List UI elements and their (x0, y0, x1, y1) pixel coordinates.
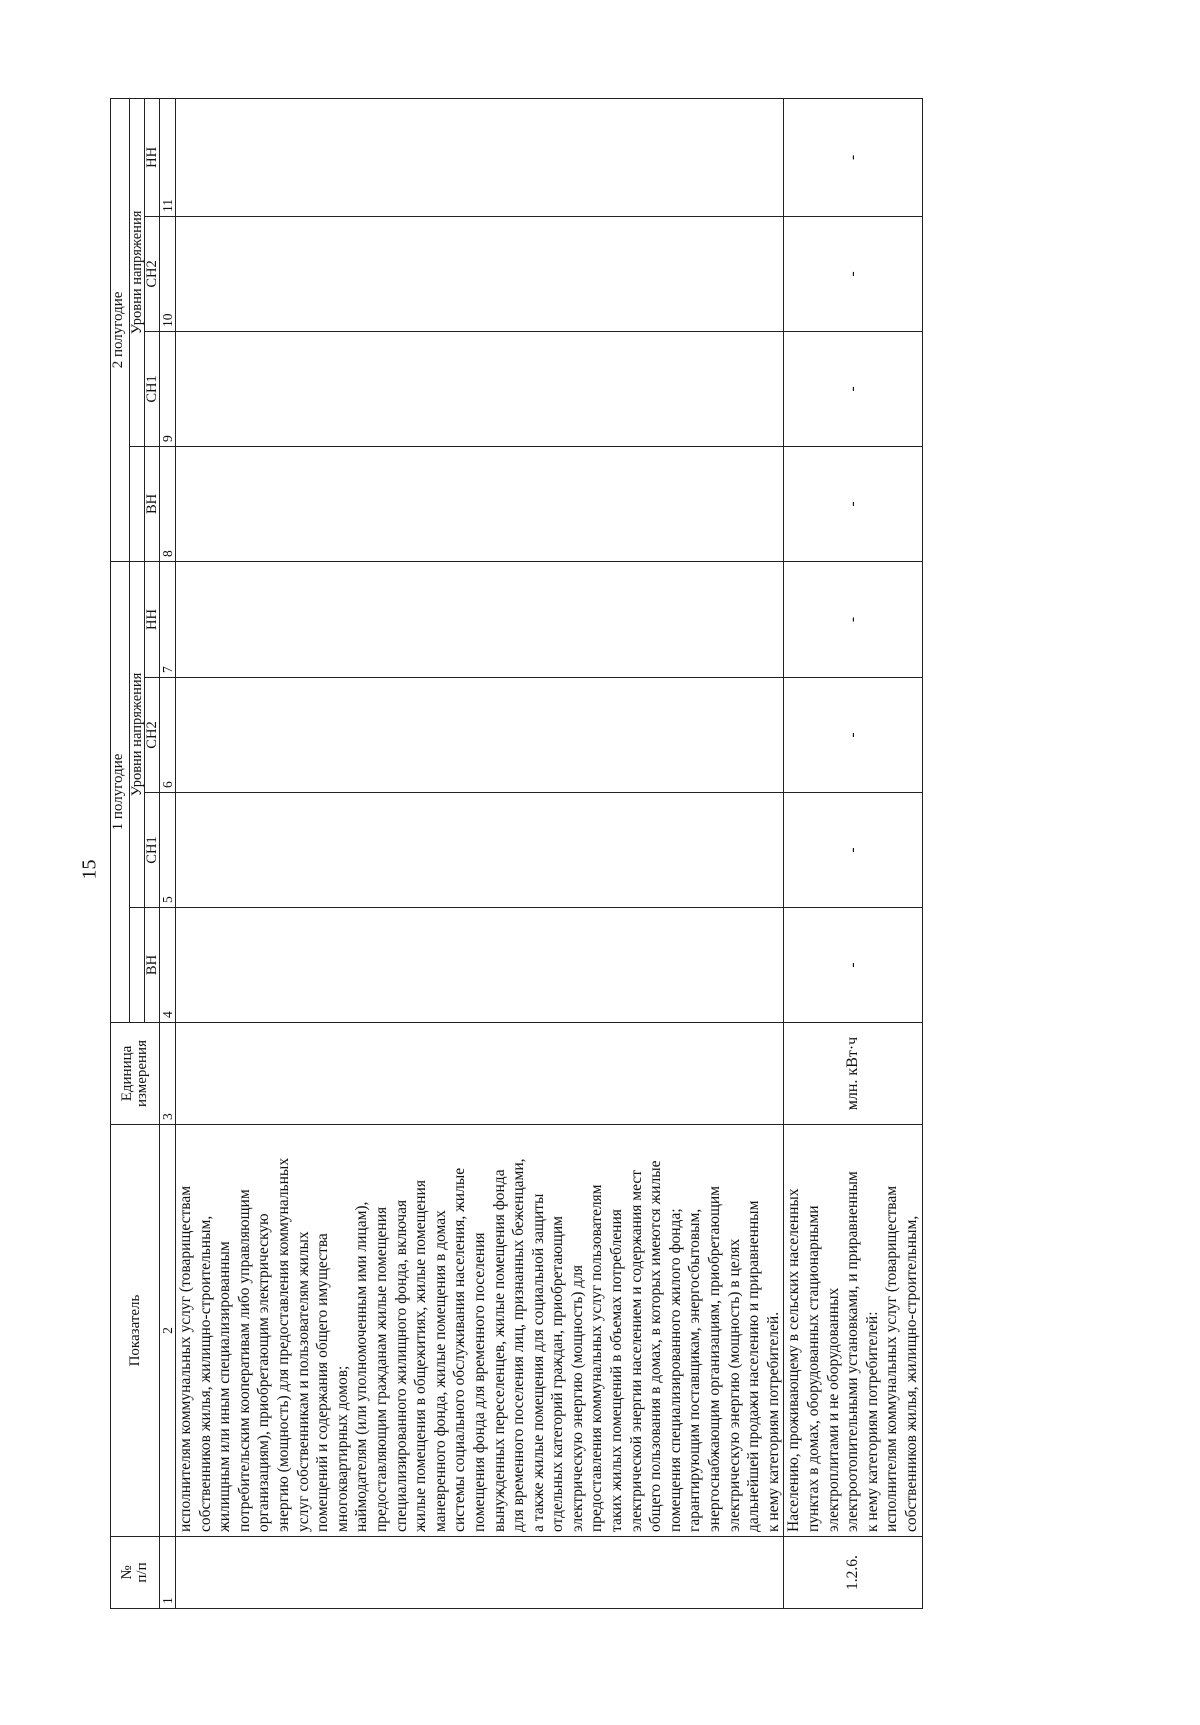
value-cell: - (784, 216, 922, 331)
column-number: 11 (160, 98, 176, 216)
header-unit-label: Единица измерения (119, 1040, 150, 1108)
column-number: 3 (160, 1023, 176, 1125)
header-level: НН (145, 561, 160, 677)
column-number: 5 (160, 793, 176, 908)
indicator-line: помещений и содержания общего имущества (314, 1233, 332, 1532)
indicator-line: специализированного жилищного фонда, включая (392, 1199, 410, 1532)
rotated-table-container (110, 99, 1086, 1609)
indicator-line: дальнейшей продажи населению и приравненным (745, 1200, 763, 1532)
value-cell: - (784, 793, 922, 908)
column-number: 9 (160, 331, 176, 446)
indicator-line: маневренного фонда, жилые помещения в домах (431, 1210, 449, 1532)
indicator-line: услуг собственникам и пользователям жилых (294, 1231, 312, 1532)
header-col-indicator: Показатель (111, 1125, 160, 1537)
indicator-line: электрическую энергию (мощность) для (568, 1264, 586, 1532)
indicator-line: многоквартирных домов; (333, 1365, 351, 1532)
header-level: ВН (145, 446, 160, 561)
value-cell (176, 908, 784, 1023)
column-number: 7 (160, 561, 176, 677)
tariff-balance-table (110, 98, 923, 1609)
indicator-line: электроотопительными установками, и приравненным (844, 1171, 862, 1532)
indicator-line: наймодателям (или уполномоченным ими лицам), (353, 1201, 371, 1532)
header-voltage-levels-2: Уровни напряжения (130, 98, 145, 446)
row-number (176, 1537, 784, 1609)
indicator-line: собственников жилья, жилищно-строительным, (196, 1215, 214, 1532)
indicator-line: собственников жилья, жилищно-строительным, (902, 1215, 920, 1532)
indicator-line: помещения фонда для временного поселения (470, 1232, 488, 1532)
value-cell (176, 331, 784, 446)
indicator-line: системы социального обслуживания населения, жилые (451, 1167, 469, 1532)
page-number: 15 (78, 859, 101, 880)
indicator-line: Населению, проживающему в сельских населенных (785, 1188, 803, 1532)
indicator-line: помещения специализированного жилого фонда; (666, 1208, 684, 1532)
indicator-line: к нему категориям потребителей: (863, 1311, 881, 1532)
value-cell (176, 446, 784, 561)
value-cell (176, 678, 784, 793)
header-level: СН1 (145, 793, 160, 908)
indicator-line: электрическую энергию (мощность) в целях (725, 1238, 743, 1532)
value-cell: - (784, 98, 922, 216)
column-number: 1 (160, 1537, 176, 1609)
column-number: 6 (160, 678, 176, 793)
indicator-line: к нему категориям потребителей. (764, 1311, 782, 1532)
column-number: 8 (160, 446, 176, 561)
value-cell: - (784, 561, 922, 677)
column-number: 4 (160, 908, 176, 1023)
indicator-line: для временного поселения лиц, признанных беженцами, (510, 1158, 528, 1532)
indicator-line: электроплитами и не оборудованных (824, 1287, 842, 1532)
value-cell (176, 793, 784, 908)
row-unit (176, 1023, 784, 1125)
indicator-line: предоставляющим гражданам жилые помещения (372, 1206, 390, 1532)
indicator-line: вынужденных переселенцев, жилые помещения фонда (490, 1169, 508, 1532)
indicator-line: потребительским кооперативам либо управляющим (235, 1189, 253, 1532)
column-number: 2 (160, 1125, 176, 1537)
value-cell (176, 98, 784, 216)
indicator-line: электрической энергии населением и содержания мест (627, 1170, 645, 1532)
indicator-line: гарантирующим поставщикам, энергосбытовым, (686, 1208, 704, 1532)
header-voltage-levels-1: Уровни напряжения (130, 561, 145, 907)
header-num-label: № п/п (119, 1562, 150, 1583)
header-col-num (111, 1537, 160, 1609)
column-number: 10 (160, 216, 176, 331)
value-cell (176, 561, 784, 677)
header-level: ВН (145, 908, 160, 1023)
indicator-line: организациям), приобретающим электрическую (255, 1213, 273, 1532)
indicator-line: исполнителям коммунальных услуг (товариществам (177, 1185, 194, 1532)
header-level: НН (145, 98, 160, 216)
row-indicator-text (784, 1125, 922, 1537)
header-blank-2 (130, 446, 145, 561)
row-number: 1.2.6. (784, 1537, 922, 1609)
header-half1: 1 полугодие (111, 561, 130, 1022)
header-level: СН2 (145, 216, 160, 331)
indicator-line: жилые помещения в общежитиях, жилые помещения (412, 1180, 430, 1532)
indicator-line: исполнителям коммунальных услуг (товариществам (883, 1185, 901, 1532)
indicator-line: а также жилые помещения для социальной защиты (529, 1193, 547, 1532)
table-row (784, 98, 922, 1608)
value-cell (176, 216, 784, 331)
header-blank-1 (130, 908, 145, 1023)
header-half2: 2 полугодие (111, 98, 130, 561)
value-cell: - (784, 331, 922, 446)
table-row (176, 98, 784, 1608)
indicator-line: общего пользования в домах, в которых имеются жилые (647, 1160, 665, 1532)
value-cell: - (784, 678, 922, 793)
value-cell: - (784, 446, 922, 561)
indicator-line: таких жилых помещений в объемах потребления (608, 1209, 626, 1532)
header-level: СН1 (145, 331, 160, 446)
header-level: СН2 (145, 678, 160, 793)
indicator-line: пунктах в домах, оборудованных стационарными (805, 1205, 822, 1532)
indicator-line: энергоснабжающим организациям, приобретающим (706, 1186, 724, 1532)
indicator-line: жилищным или иным специализированным (216, 1241, 234, 1532)
value-cell: - (784, 908, 922, 1023)
indicator-line: предоставления коммунальных услуг пользователям (588, 1184, 606, 1532)
indicator-line: отдельных категорий граждан, приобретающим (549, 1216, 567, 1532)
indicator-line: энергию (мощность) для предоставления коммунальных (274, 1157, 292, 1532)
row-indicator-text (176, 1125, 784, 1537)
row-unit: млн. кВт·ч (784, 1023, 922, 1125)
header-col-unit (111, 1023, 160, 1125)
